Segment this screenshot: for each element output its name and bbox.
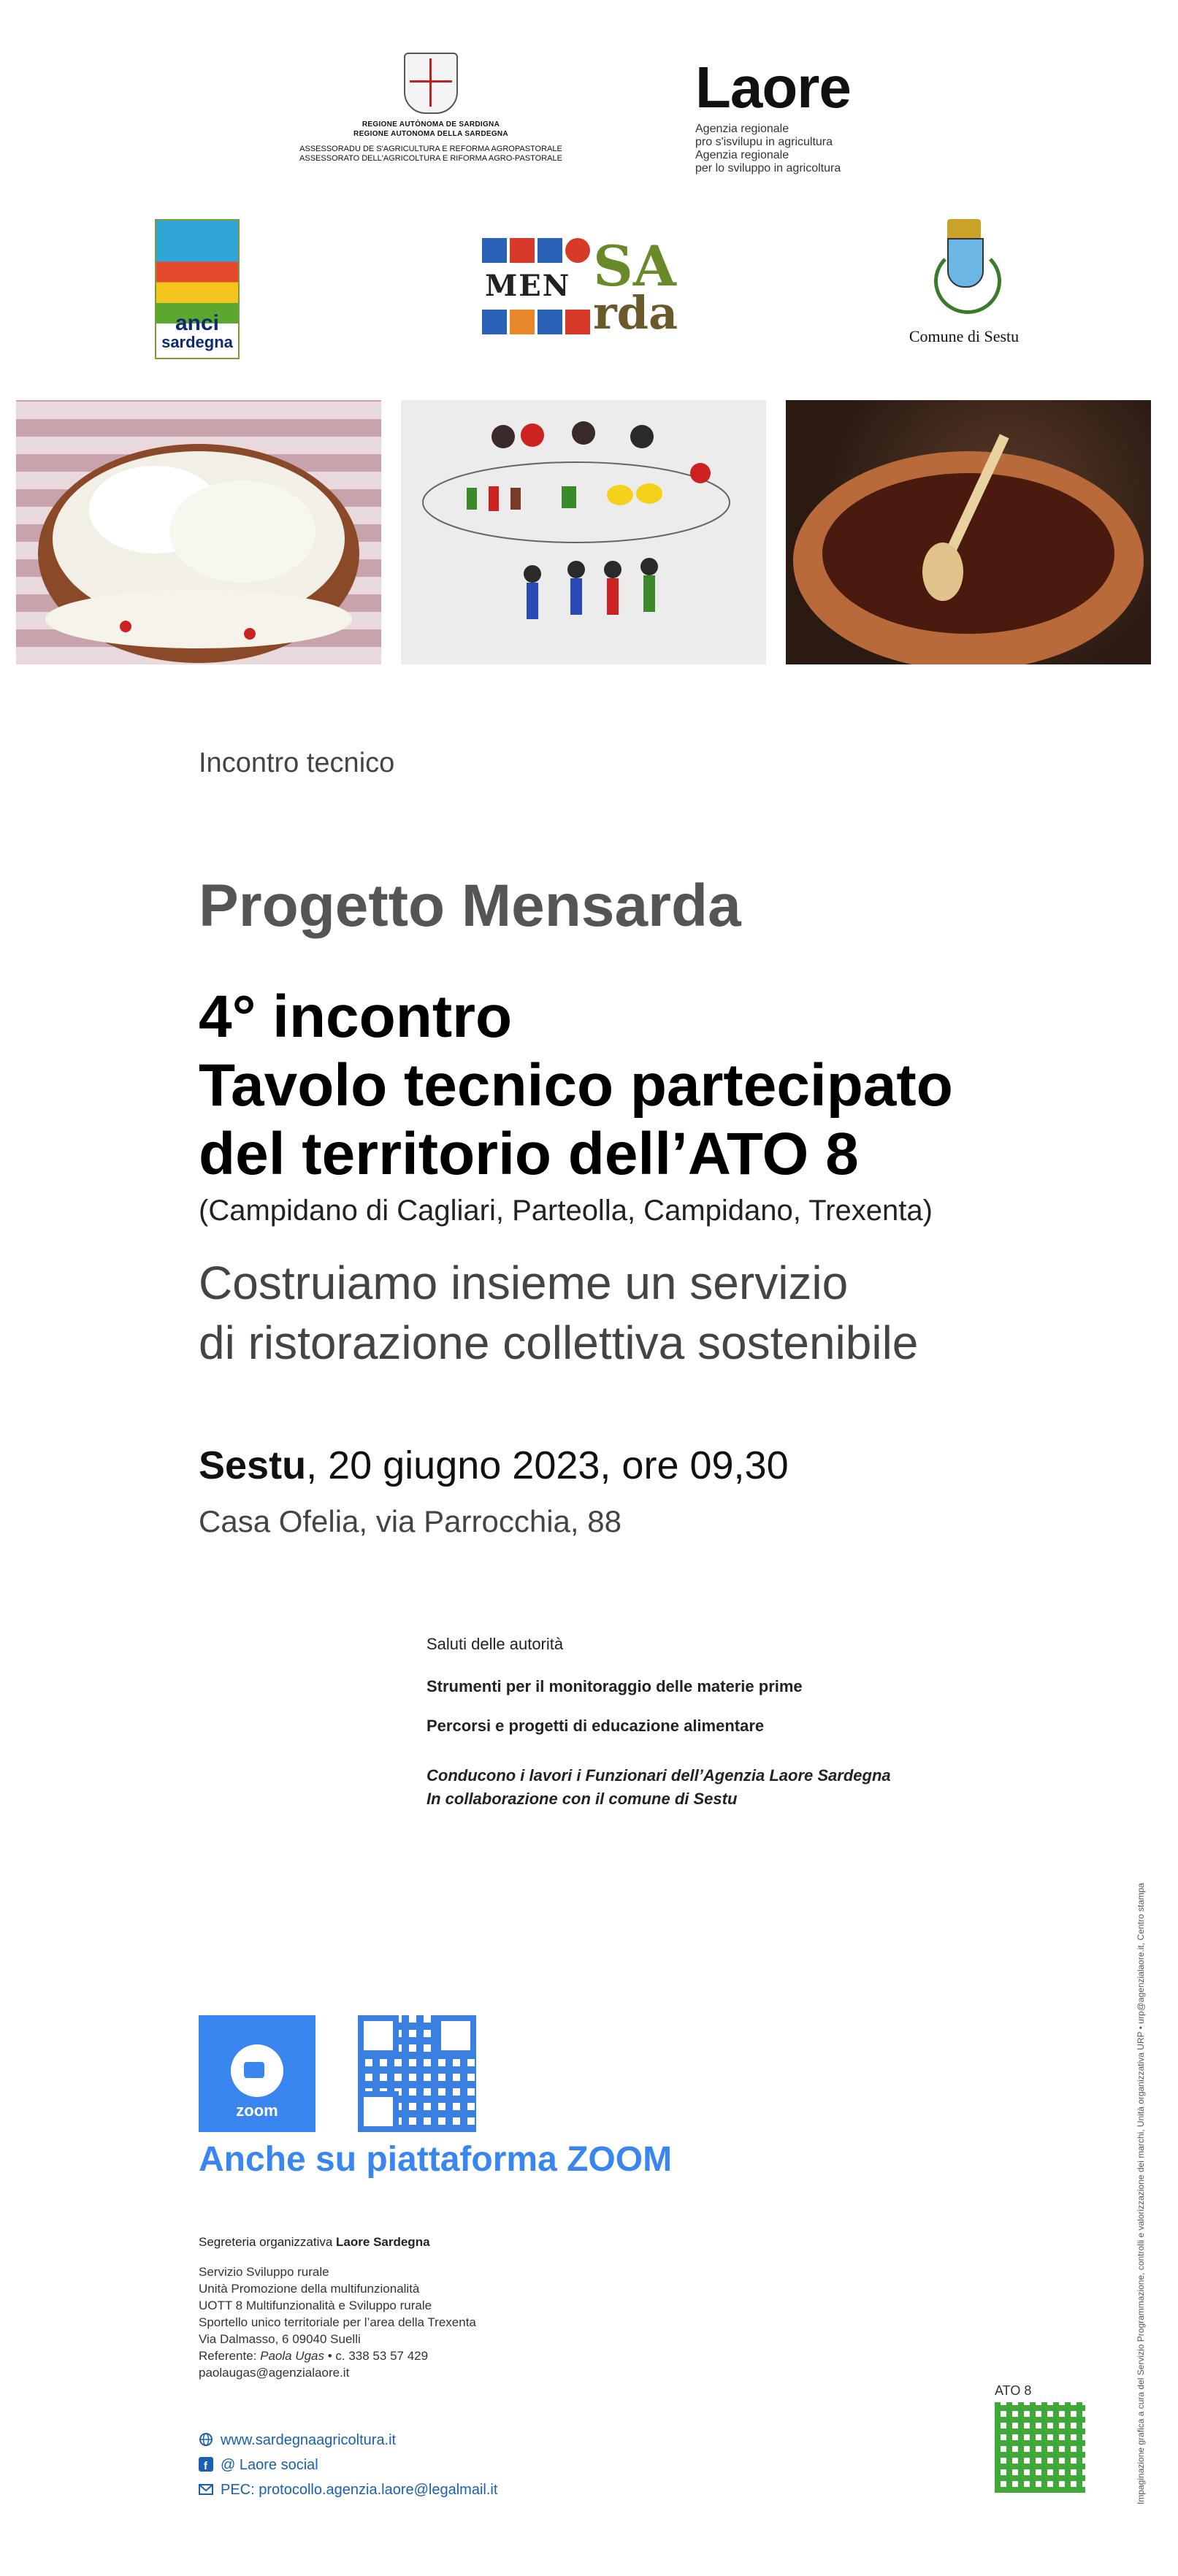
laore-sub-1: Agenzia regionale [695,123,789,135]
side-credit-note: Impaginazione grafica a cura del Servizio Programmazione, controlli e valorizzazione dei marchi, Unità organizzativa URP • urp@agenzialaore.it, Centro stampa [1136,1882,1146,2504]
mensarda-tile-icon [538,238,562,263]
mensarda-rda: rda [593,286,678,340]
referent-phone: • c. 338 53 57 429 [324,2349,429,2363]
ato-qr-code[interactable] [995,2402,1085,2493]
pec-link-label: PEC: protocollo.agenzia.laore@legalmail.it [221,2482,498,2498]
laore-sub-3: Agenzia regionale [695,149,789,161]
programme-note-1: Conducono i lavori i Funzionari dell’Agenzia Laore Sardegna [427,1766,891,1785]
contact-block [199,2263,476,2381]
programme-item-1: Saluti delle autorità [427,1635,564,1653]
sestu-logo [906,219,1022,346]
mensarda-tile-icon [510,238,535,263]
sardegna-line-3: ASSESSORADU DE S'AGRICULTURA E REFORMA AGROPASTORALE [299,145,562,153]
sardegna-line-4: ASSESSORATO DELL'AGRICOLTURA E RIFORMA AGRO-PASTORALE [299,154,562,163]
event-title-line-3: del territorio dell’ATO 8 [199,1121,859,1187]
programme [427,1634,938,1812]
anci-sardegna-logo [155,219,240,359]
event-place: Sestu [199,1444,307,1487]
kicker: Incontro tecnico [199,748,395,778]
video-camera-icon [231,2044,283,2097]
mensarda-tile-icon [510,310,535,334]
sardegna-crest-icon [404,53,458,114]
zoom-qr-code[interactable] [358,2015,476,2132]
seg-org: Laore Sardegna [336,2235,430,2249]
contact-line-2: Unità Promozione della multifunzionalità [199,2282,420,2296]
lead-line-1: Costruiamo insieme un servizio [199,1257,849,1309]
mensarda-tile-icon [565,238,590,263]
ato-label: ATO 8 [995,2383,1032,2398]
mensarda-tile-icon [565,310,590,334]
contact-line-6 [199,2347,476,2364]
zoom-platform-line: Anche su piattaforma ZOOM [199,2140,673,2179]
event-when [199,1443,789,1488]
project-title: Progetto Mensarda [199,873,741,939]
anci-label: anci [175,311,220,335]
sestu-name: Comune di Sestu [909,327,1020,345]
mensarda-logo [482,234,701,340]
contact-line-1: Servizio Sviluppo rurale [199,2265,329,2279]
sestu-crest-icon [931,219,997,321]
event-subtitle: (Campidano di Cagliari, Parteolla, Campidano, Trexenta) [199,1195,933,1227]
website-link[interactable] [199,2428,497,2453]
programme-note-2: In collaborazione con il comune di Sestu [427,1790,738,1808]
sardegna-logo [278,53,584,164]
contact-line-5: Via Dalmasso, 6 09040 Suelli [199,2332,361,2346]
referent-name: Paola Ugas [260,2349,324,2363]
mensarda-men: MEN [485,269,571,303]
footer-links [199,2428,497,2502]
contact-line-3: UOTT 8 Multifunzionalità e Sviluppo rurale [199,2299,432,2312]
svg-text:f: f [204,2460,207,2472]
mensarda-tile-icon [538,310,562,334]
programme-item-2: Strumenti per il monitoraggio delle materie prime [427,1677,803,1695]
laore-sub-2: pro s'isvilupu in agricultura [695,136,833,148]
event-date-time: , 20 giugno 2023, ore 09,30 [306,1444,789,1487]
qr-finder-icon [435,2015,476,2056]
laore-logo [695,55,914,175]
photo-children-drawing [401,400,766,664]
anci-sardegna-label: sardegna [161,333,233,351]
photo-ricotta [16,400,381,664]
contact-line-4: Sportello unico territoriale per l’area della Trexenta [199,2315,476,2329]
programme-item-3: Percorsi e progetti di educazione alimentare [427,1717,765,1735]
lead-line-2: di ristorazione collettiva sostenibile [199,1316,919,1369]
seg-prefix: Segreteria organizzativa [199,2235,337,2249]
envelope-icon [199,2480,213,2494]
social-link[interactable] [199,2453,497,2477]
event-title-line-1: 4° incontro [199,984,513,1050]
organizing-secretariat [199,2234,430,2250]
photo-honey-bowl [786,400,1151,664]
social-link-label: @ Laore social [221,2457,318,2473]
pec-link[interactable] [199,2477,497,2502]
sardegna-line-1: REGIONE AUTÒNOMA DE SARDIGNA [362,120,500,129]
sardegna-line-2: REGIONE AUTONOMA DELLA SARDEGNA [353,130,508,138]
contact-email[interactable]: paolaugas@agenzialaore.it [199,2366,350,2380]
event-venue: Casa Ofelia, via Parrocchia, 88 [199,1504,621,1538]
zoom-logo-label: zoom [236,2101,278,2120]
laore-name: Laore [695,55,851,120]
website-link-label: www.sardegnaagricoltura.it [221,2432,397,2448]
zoom-logo[interactable] [199,2015,315,2132]
referent-prefix: Referente: [199,2349,261,2363]
qr-finder-icon [358,2015,399,2056]
lead-text [199,1253,918,1373]
facebook-icon [199,2455,213,2472]
mensarda-tile-icon [482,238,507,263]
event-title-line-2: Tavolo tecnico partecipato [199,1052,953,1119]
globe-icon [199,2430,213,2445]
mensarda-tile-icon [482,310,507,334]
event-title [199,983,953,1189]
laore-sub-4: per lo sviluppo in agricoltura [695,162,841,175]
mensarda-sa: SA [593,234,676,299]
qr-finder-icon [358,2091,399,2132]
